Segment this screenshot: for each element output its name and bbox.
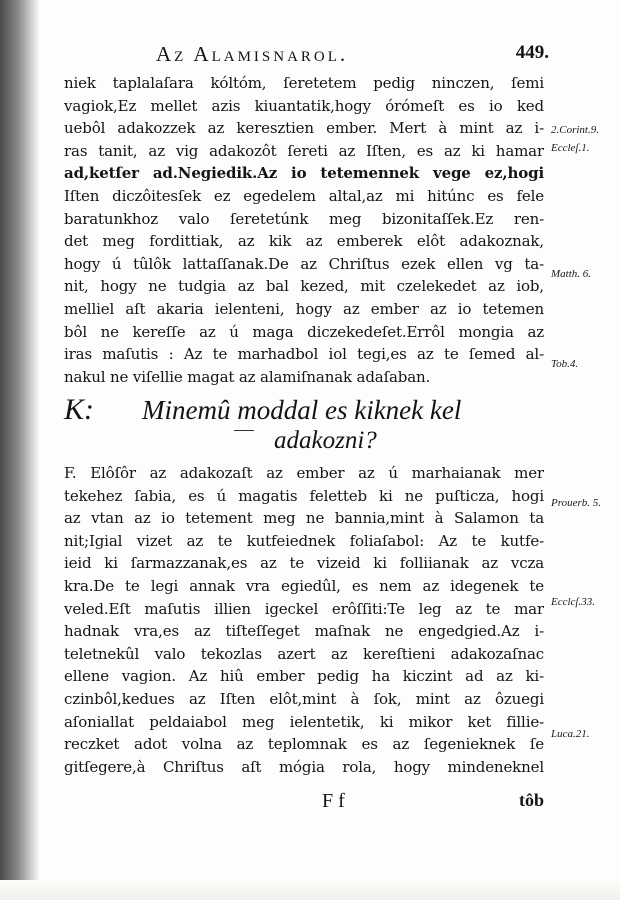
- text-line: reczket adot volna az teplomnak es az ſegenieknek ſe: [64, 735, 544, 754]
- question-label: K:: [64, 393, 94, 426]
- text-line: hadnak vra,es az tiſteſſeget maſnak ne engedgied.Az i-: [64, 622, 544, 641]
- text-line: F. Elôſôr az adakozaſt az ember az ú marhaianak mer: [64, 464, 544, 482]
- text-line: gitſegere,à Chriſtus aſt mógia rola, hogy mindeneknel: [64, 757, 544, 776]
- question-heading: [64, 393, 544, 463]
- text-line: az vtan az io tetement meg ne bannia,mint à Salamon ta: [64, 509, 544, 528]
- margin-note-ecclesiasticus: Eccleſ.1.: [551, 142, 590, 154]
- text-line: det meg fordittiak, az kik az emberek elôt adakoznak,: [64, 232, 544, 251]
- text-line: nit;Igial vizet az te kutfeiednek foliaſabol: Az te kutfe-: [64, 531, 544, 550]
- text-line: veled.Eſt maſutis illien igeckel erôſſiti:Te leg az te mar: [64, 599, 544, 618]
- heading-rule: [234, 430, 254, 431]
- margin-note-matthew: Matth. 6.: [551, 268, 592, 280]
- text-line: teletnekûl valo tekozlas azert az kereſtieni adakozaſnac: [64, 644, 544, 663]
- signature-mark: F f: [322, 790, 345, 812]
- text-line: ieid ki ſarmazzanak,es az te vizeid ki folliianak az vcza: [64, 554, 544, 573]
- text-line: czinbôl,kedues az Iſten elôt,mint à ſok, mint az ôzuegi: [64, 689, 544, 708]
- text-line: ras tanit, az vig adakozôt ſereti az Iſten, es az ki hamar: [64, 141, 544, 160]
- page-header: [64, 42, 549, 68]
- page-number: 449.: [515, 42, 549, 63]
- text-line: melliel aſt akaria ielenteni, hogy az ember az io tetemen: [64, 299, 544, 318]
- margin-note-proverbs: Prouerb. 5.: [551, 497, 602, 509]
- text-line: niek taplalaſara kóltóm, ſeretetem pedig ninczen, ſemi: [64, 74, 544, 92]
- text-line: baratunkhoz valo ſeretetúnk meg bizonitaſſek.Ez ren-: [64, 209, 544, 228]
- text-line: kra.De te legi annak vra egiedûl, es nem az idegenek te: [64, 576, 544, 595]
- text-line: iras maſutis : Az te marhadbol iol tegi,es az te ſemed al-: [64, 345, 544, 364]
- text-line: nakul ne viſellie magat az alamiſnanak adaſaban.: [64, 367, 431, 386]
- page-footer: [64, 790, 544, 816]
- body-text-block-2: [64, 462, 544, 778]
- page-bottom-edge: [0, 880, 620, 900]
- catchword: tôb: [518, 790, 544, 810]
- body-text-block-1: [64, 72, 544, 388]
- margin-note-corinthians: 2.Corint.9.: [551, 124, 599, 136]
- text-line: bôl ne kereſſe az ú maga diczekedeſet.Errôl mongia az: [64, 322, 544, 341]
- text-line: Iſten diczôitesſek ez egedelem altal,az mi hitúnc es fele: [64, 186, 544, 205]
- scan-gutter-shadow: [0, 0, 40, 900]
- text-line: hogy ú tûlôk lattaſſanak.De az Chriſtus ezek ellen vg ta-: [64, 254, 544, 273]
- text-line: aſoniallat peldaiabol meg ielentetik, ki mikor ket fillie-: [64, 712, 544, 731]
- text-line: ellene vagion. Az hiû ember pedig ha kiczint ad az ki-: [64, 667, 544, 686]
- text-line: ad,ketſer ad.Negiedik.Az io tetemennek vege ez,hogi: [64, 164, 544, 183]
- question-heading-line-2: adakozni?: [274, 427, 377, 454]
- text-line: nit, hogy ne tudgia az bal kezed, mit czelekedet az iob,: [64, 277, 544, 296]
- question-heading-line-1: Minemû moddal es kiknek kel: [142, 395, 462, 425]
- margin-note-ecclesiasticus-2: Ecclcſ.33.: [551, 596, 595, 608]
- text-line: uebôl adakozzek az keresztien ember. Mert à mint az i-: [64, 119, 544, 138]
- running-title: Az Alamisnarol.: [156, 42, 349, 66]
- text-line: tekehez ſabia, es ú magatis feletteb ki ne puſticza, hogi: [64, 486, 544, 505]
- margin-note-tobit: Tob.4.: [551, 358, 579, 370]
- text-line: vagiok,Ez mellet azis kiuantatik,hogy órómeſt es io ked: [64, 96, 544, 115]
- margin-note-luke: Luca.21.: [551, 728, 590, 740]
